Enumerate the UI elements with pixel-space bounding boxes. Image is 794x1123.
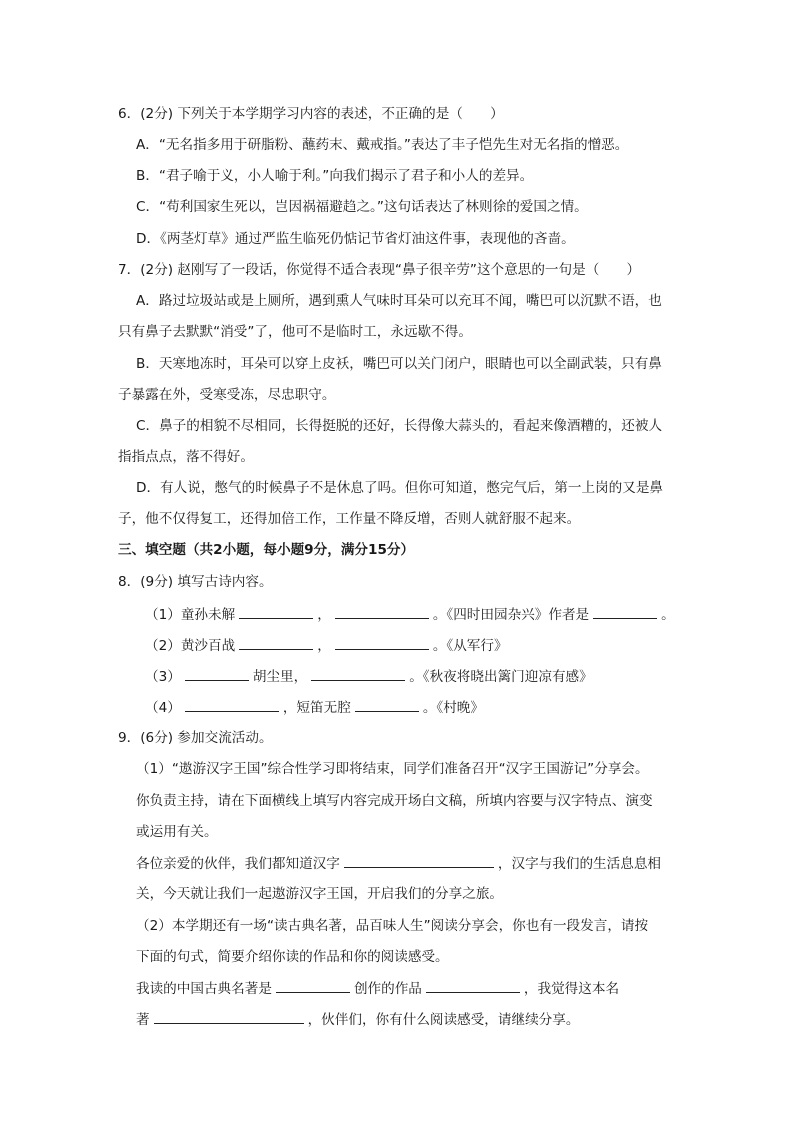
blank[interactable] bbox=[185, 666, 249, 681]
q8-line-4 bbox=[145, 697, 484, 718]
blank[interactable] bbox=[239, 604, 313, 619]
q8-l1-text-d: 。 bbox=[661, 607, 675, 623]
blank[interactable] bbox=[311, 666, 405, 681]
q7-option-c-line1: C．鼻子的相貌不尽相同，长得挺脱的还好，长得像大蒜头的，看起来像酒糟的，还被人 bbox=[136, 418, 663, 434]
q8-l3-text-c: 。《秋夜将晓出篱门迎凉有感》 bbox=[409, 669, 593, 685]
q9-part1-line2: 你负责主持，请在下面横线上填写内容完成开场白文稿，所填内容要与汉字特点、演变 bbox=[136, 793, 653, 809]
q7-option-a-line2: 只有鼻子去默默“消受”了，他可不是临时工，永远歇不得。 bbox=[118, 324, 472, 340]
q9-reading-text-c: ，我觉得这本名 bbox=[523, 981, 620, 997]
q6-option-b: B．“君子喻于义，小人喻于利。”向我们揭示了君子和小人的差异。 bbox=[136, 168, 534, 184]
q8-line-1 bbox=[145, 604, 675, 625]
q8-stem: 8．(9分) 填写古诗内容。 bbox=[118, 574, 273, 590]
q9-reading-line2 bbox=[136, 1009, 579, 1030]
q8-l2-text-b: ， bbox=[317, 638, 331, 654]
blank[interactable] bbox=[355, 697, 419, 712]
blank[interactable] bbox=[344, 853, 494, 868]
q9-stem: 9．(6分) 参加交流活动。 bbox=[118, 730, 273, 746]
blank[interactable] bbox=[154, 1009, 304, 1024]
q8-l1-text-b: ， bbox=[317, 607, 331, 623]
section-heading: 三、填空题（共2小题，每小题9分，满分15分） bbox=[118, 542, 415, 558]
q8-line-3 bbox=[145, 666, 593, 687]
q8-line-2 bbox=[145, 635, 508, 656]
q9-opening-line2: 关，今天就让我们一起遨游汉字王国，开启我们的分享之旅。 bbox=[136, 886, 504, 902]
q8-l3-text-a: （3） bbox=[145, 669, 181, 685]
q9-reading-text-a: 我读的中国古典名著是 bbox=[136, 981, 272, 997]
q7-option-c-line2: 指指点点，落不得好。 bbox=[118, 449, 254, 465]
q8-l1-text-a: （1）童孙未解 bbox=[145, 607, 236, 623]
q8-l4-text-b: ，短笛无腔 bbox=[282, 700, 351, 716]
q7-stem: 7．(2分) 赵刚写了一段话，你觉得不适合表现“鼻子很辛劳”这个意思的一句是（ ） bbox=[118, 262, 641, 278]
q9-reading-text-d: 著 bbox=[136, 1012, 150, 1028]
q7-option-b-line1: B．天寒地冻时，耳朵可以穿上皮袄，嘴巴可以关门闭户，眼睛也可以全副武装，只有鼻 bbox=[136, 356, 662, 372]
blank[interactable] bbox=[185, 697, 279, 712]
blank[interactable] bbox=[593, 604, 657, 619]
q9-reading-line1 bbox=[136, 978, 619, 999]
blank[interactable] bbox=[276, 978, 350, 993]
q8-l2-text-a: （2）黄沙百战 bbox=[145, 638, 236, 654]
q9-reading-text-e: ，伙伴们，你有什么阅读感受，请继续分享。 bbox=[307, 1012, 580, 1028]
q6-stem: 6．(2分) 下列关于本学期学习内容的表述，不正确的是（ ） bbox=[118, 106, 504, 122]
q7-option-b-line2: 子暴露在外，受寒受冻，尽忠职守。 bbox=[118, 387, 336, 403]
blank[interactable] bbox=[335, 604, 429, 619]
q7-option-a-line1: A．路过垃圾站或是上厕所，遇到熏人气味时耳朵可以充耳不闻，嘴巴可以沉默不语，也 bbox=[136, 293, 662, 309]
q9-opening-line1 bbox=[136, 853, 661, 874]
q9-part1-line3: 或运用有关。 bbox=[136, 824, 218, 840]
q8-l3-text-b: 胡尘里， bbox=[252, 669, 308, 685]
blank[interactable] bbox=[426, 978, 520, 993]
q9-part1-line1: （1）“遨游汉字王国”综合性学习即将结束，同学们准备召开“汉字王国游记”分享会。 bbox=[136, 761, 649, 777]
q6-option-a: A．“无名指多用于研脂粉、蘸药末、戴戒指。”表达了丰子恺先生对无名指的憎恶。 bbox=[136, 137, 629, 153]
q8-l4-text-c: 。《村晚》 bbox=[422, 700, 484, 716]
q8-l4-text-a: （4） bbox=[145, 700, 181, 716]
q9-opening-text-b: ，汉字与我们的生活息息相 bbox=[497, 856, 662, 872]
q7-option-d-line2: 子，他不仅得复工，还得加倍工作，工作量不降反增，否则人就舒服不起来。 bbox=[118, 511, 581, 527]
q9-part2-line2: 下面的句式，简要介绍你读的作品和你的阅读感受。 bbox=[136, 949, 449, 965]
q6-option-d: D．《两茎灯草》通过严监生临死仍惦记节省灯油这件事，表现他的吝啬。 bbox=[136, 231, 575, 247]
q6-option-c: C．“苟利国家生死以，岂因祸福避趋之。”这句话表达了林则徐的爱国之情。 bbox=[136, 199, 588, 215]
q8-l2-text-c: 。《从军行》 bbox=[432, 638, 508, 654]
q8-l1-text-c: 。《四时田园杂兴》作者是 bbox=[432, 607, 590, 623]
q9-part2-line1: （2）本学期还有一场“读古典名著，品百味人生”阅读分享会，你也有一段发言，请按 bbox=[136, 918, 649, 934]
q9-reading-text-b: 创作的作品 bbox=[353, 981, 422, 997]
blank[interactable] bbox=[239, 635, 313, 650]
q9-opening-text-a: 各位亲爱的伙伴，我们都知道汉字 bbox=[136, 856, 340, 872]
q7-option-d-line1: D．有人说，憋气的时候鼻子不是休息了吗。但你可知道，憋完气后，第一上岗的又是鼻 bbox=[136, 480, 664, 496]
blank[interactable] bbox=[335, 635, 429, 650]
